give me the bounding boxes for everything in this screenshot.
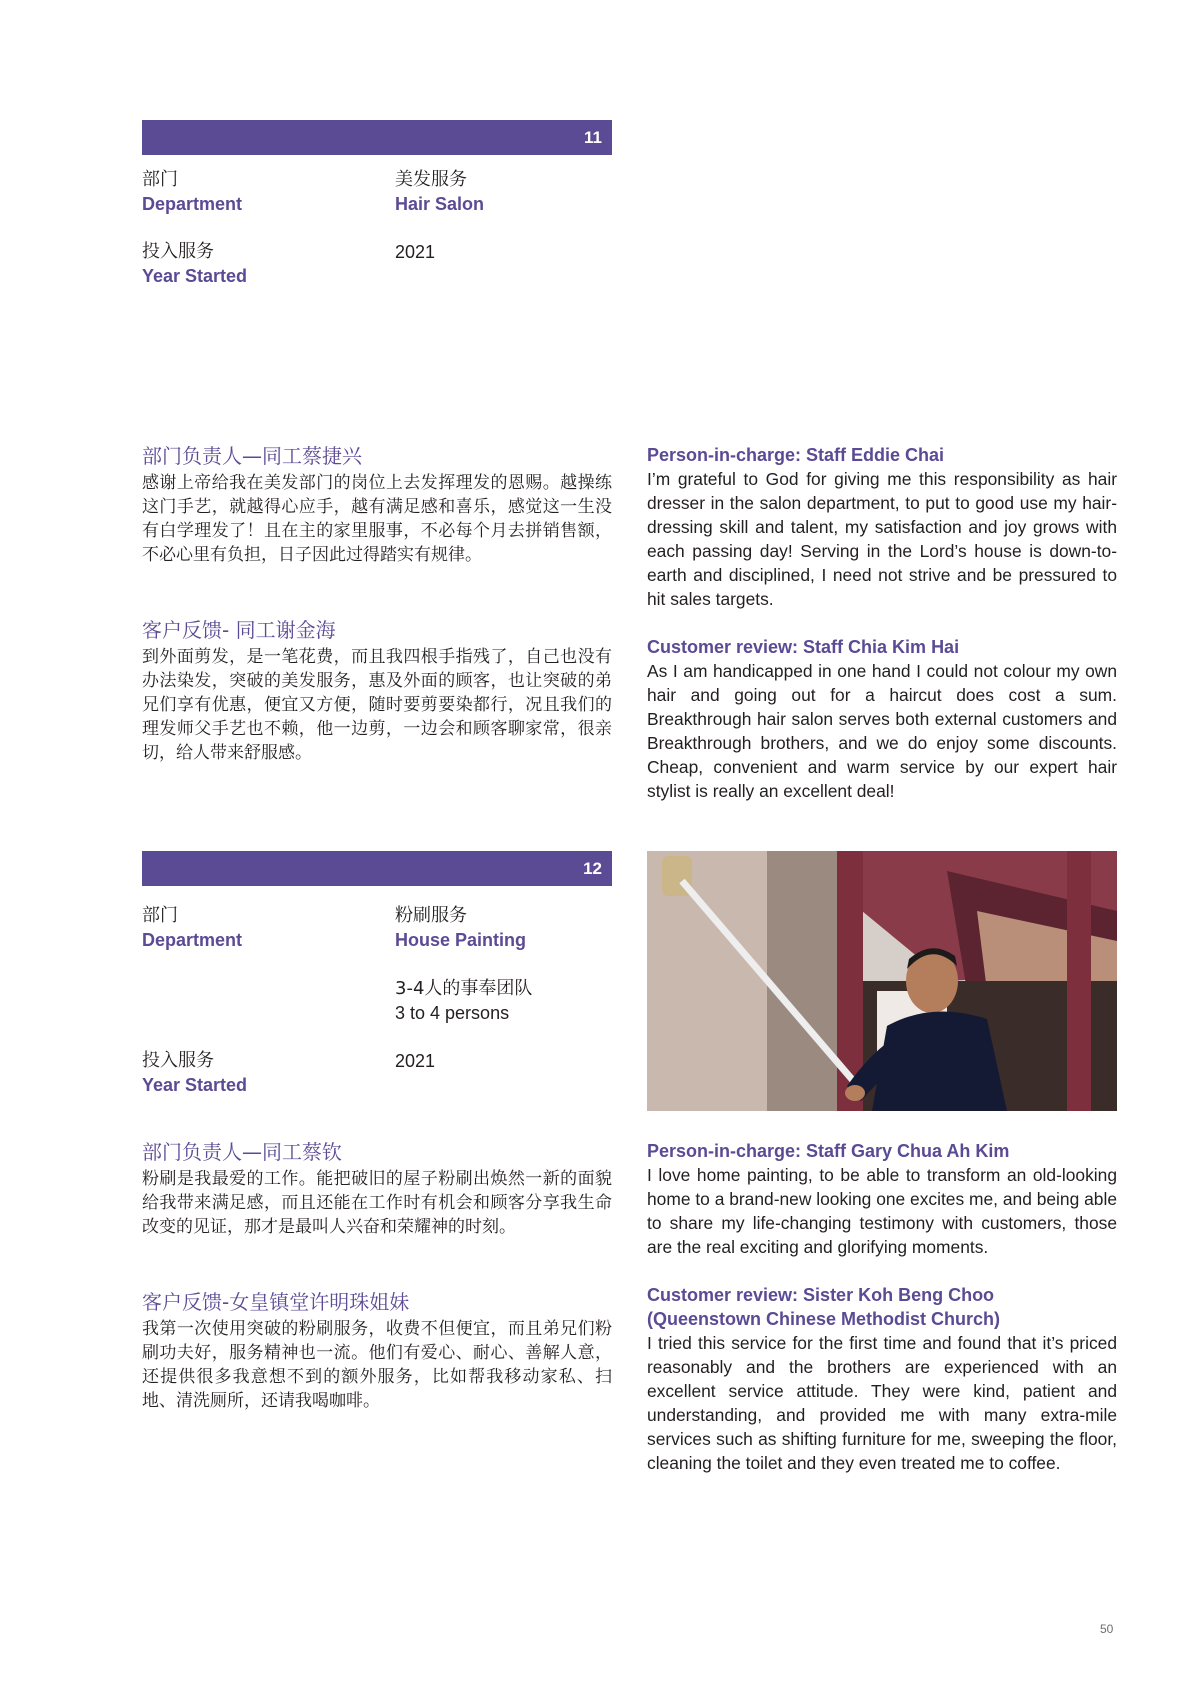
section-11-header-bar (142, 120, 612, 155)
year-started-label-en: Year Started (142, 1075, 248, 1095)
customer-review-body-en: As I am handicapped in one hand I could not colour my own hair and going out for a haircut does cost a sum. Breakthrough hair salon serves both external customers and Breakthrough brothers, and we do enjoy some discounts. Cheap, convenient and warm service by our expert hair stylist is really an excellent deal! (647, 661, 1117, 801)
customer-review-title-en: Customer review: Sister Koh Beng Choo (647, 1285, 995, 1305)
department-label-zh: 部门 (142, 905, 178, 926)
department-label-en: Department (142, 194, 243, 214)
person-in-charge-title-en: Person-in-charge: Staff Eddie Chai (647, 445, 945, 465)
person-in-charge-title-zh: 部门负责人—同工蔡钦 (142, 1140, 342, 1164)
year-started-label-en: Year Started (142, 266, 248, 286)
section-number: 12 (583, 859, 602, 878)
year-started-value: 2021 (395, 1051, 436, 1071)
photo-illustration (647, 851, 1117, 1111)
customer-review-church-en: (Queenstown Chinese Methodist Church) (647, 1309, 1001, 1329)
department-label-en: Department (142, 930, 243, 950)
section-12-header-bar (142, 851, 612, 886)
department-value-en: House Painting (395, 930, 527, 950)
person-in-charge-body-en: I’m grateful to God for giving me this responsibility as hair dresser in the salon department, to put to good use my hair-dressing skill and talent, my satisfaction and joy grows with each passing day! Serving in the Lord’s house is down-to-earth and disciplined, I need not strive and be pressured to hit sales targets. (647, 469, 1117, 609)
customer-review-title-zh: 客户反馈-女皇镇堂许明珠姐妹 (142, 1290, 410, 1314)
department-label-zh: 部门 (142, 169, 178, 190)
customer-review-title-en: Customer review: Staff Chia Kim Hai (647, 637, 960, 657)
year-started-value: 2021 (395, 242, 436, 262)
department-value-zh: 粉刷服务 (395, 905, 467, 926)
person-in-charge-body-zh: 粉刷是我最爱的工作。能把破旧的屋子粉刷出焕然一新的面貌给我带来满足感，而且还能在工作时有机会和顾客分享我生命改变的见证，那才是最叫人兴奋和荣耀神的时刻。 (142, 1169, 612, 1237)
person-in-charge-body-zh: 感谢上帝给我在美发部门的岗位上去发挥理发的恩赐。越操练这门手艺，就越得心应手，越有满足感和喜乐，感觉这一生没有白学理发了！且在主的家里服事，不必每个月去拼销售额，不必心里有负担，日子因此过得踏实有规律。 (142, 473, 612, 565)
house-painting-photo (647, 851, 1117, 1111)
team-size-zh: 3-4人的事奉团队 (395, 978, 533, 999)
department-value-zh: 美发服务 (395, 169, 467, 190)
team-size-en: 3 to 4 persons (395, 1003, 510, 1023)
section-number: 11 (584, 128, 602, 147)
page-number: 50 (1100, 1622, 1114, 1636)
year-started-label-zh: 投入服务 (142, 1050, 214, 1071)
person-in-charge-title-en: Person-in-charge: Staff Gary Chua Ah Kim (647, 1141, 1010, 1161)
department-value-en: Hair Salon (395, 194, 485, 214)
customer-review-body-en: I tried this service for the first time and found that it’s priced reasonably and the brothers are experienced with an excellent service attitude. They were kind, patient and understanding, and provided me with many extra-mile services such as shifting furniture for me, sweeping the floor, cleaning the toilet and they even treated me to coffee. (647, 1333, 1117, 1473)
person-in-charge-title-zh: 部门负责人—同工蔡捷兴 (142, 444, 362, 468)
customer-review-title-zh: 客户反馈- 同工谢金海 (142, 618, 336, 642)
year-started-label-zh: 投入服务 (142, 241, 214, 262)
customer-review-body-zh: 到外面剪发，是一笔花费，而且我四根手指残了，自己也没有办法染发，突破的美发服务，惠及外面的顾客，也让突破的弟兄们享有优惠，便宜又方便，随时要剪要染都行，况且我们的理发师父手艺也不赖，他一边剪，一边会和顾客聊家常，很亲切，给人带来舒服感。 (142, 647, 612, 763)
customer-review-body-zh: 我第一次使用突破的粉刷服务，收费不但便宜，而且弟兄们粉刷功夫好，服务精神也一流。他们有爱心、耐心、善解人意，还提供很多我意想不到的额外服务，比如帮我移动家私、扫地、清洗厕所，还请我喝咖啡。 (142, 1319, 612, 1411)
person-in-charge-body-en: I love home painting, to be able to transform an old-looking home to a brand-new looking one excites me, and being able to share my life-changing testimony with customers, those are the real exciting and glorifying moments. (647, 1165, 1117, 1257)
